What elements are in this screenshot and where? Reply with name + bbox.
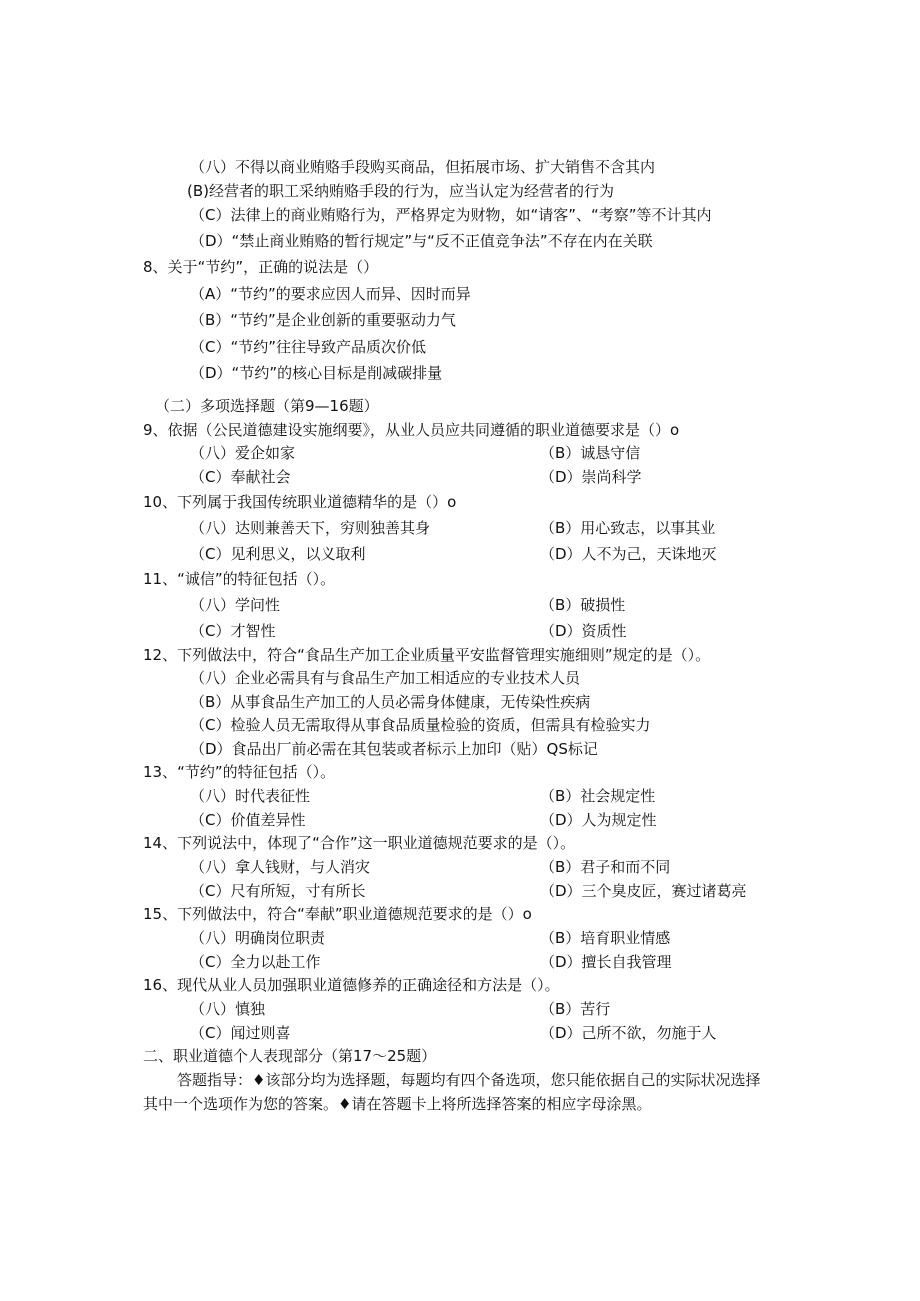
prev-option-c: （C）法律上的商业贿赂行为，严格界定为财物，如“请客”、“考察”等不计其内 (190, 206, 712, 224)
question-16-option-b: （B）苦行 (540, 1000, 611, 1018)
question-16-option-d: （D）己所不欲，勿施于人 (540, 1024, 717, 1042)
question-15-option-b: （B）培育职业情感 (540, 929, 671, 947)
question-13-option-c: （C）价值差异性 (190, 811, 306, 829)
question-9-option-b: （B）诚恳守信 (540, 444, 641, 462)
question-12-option-d: （D）食品出厂前必需在其包装或者标示上加印（贴）QS标记 (190, 740, 598, 758)
prev-option-b: (B)经营者的职工采纳贿赂手段的行为，应当认定为经营者的行为 (187, 182, 614, 200)
question-12-option-a: （八）企业必需具有与食品生产加工相适应的专业技术人员 (190, 669, 581, 687)
question-12-stem: 12、下列做法中，符合“食品生产加工企业质量平安监督管理实施细则”规定的是（）。 (143, 646, 711, 664)
prev-option-a: （八）不得以商业贿赂手段购买商品，但拓展市场、扩大销售不含其内 (190, 158, 656, 176)
question-8-option-a: （A）“节约”的要求应因人而异、因时而异 (190, 285, 471, 303)
question-16-option-c: （C）闻过则喜 (190, 1024, 291, 1042)
section-multiple-choice-title: （二）多项选择题（第9—16题） (155, 397, 379, 415)
instructions-line-2: 其中一个选项作为您的答案。♦请在答题卡上将所选择答案的相应字母涂黑。 (143, 1095, 652, 1113)
question-13-option-d: （D）人为规定性 (540, 811, 657, 829)
question-10-option-d: （D）人不为己，天诛地灭 (540, 545, 717, 563)
question-15-option-a: （八）明确岗位职责 (190, 929, 326, 947)
question-8-option-b: （B）“节约”是企业创新的重要驱动力气 (190, 311, 456, 329)
question-10-stem: 10、下列属于我国传统职业道德精华的是（）o (143, 493, 457, 511)
question-9-option-d: （D）崇尚科学 (540, 468, 642, 486)
question-10-option-b: （B）用心致志，以事其业 (540, 519, 716, 537)
question-14-option-c: （C）尺有所短，寸有所长 (190, 882, 366, 900)
question-14-option-d: （D）三个臭皮匠，赛过诸葛亮 (540, 882, 747, 900)
question-10-option-a: （八）达则兼善天下，穷则独善其身 (190, 519, 431, 537)
question-11-option-c: （C）才智性 (190, 622, 276, 640)
question-13-option-b: （B）社会规定性 (540, 787, 656, 805)
question-9-stem: 9、依据（公民道德建设实施纲要》，从业人员应共同遵循的职业道德要求是（）o (143, 421, 680, 439)
question-10-option-c: （C）见利思义，以义取利 (190, 545, 366, 563)
question-15-option-c: （C）全力以赴工作 (190, 953, 321, 971)
question-16-stem: 16、现代从业人员加强职业道德修养的正确途径和方法是（）。 (143, 976, 560, 994)
question-9-option-a: （八）爱企如家 (190, 444, 296, 462)
question-15-stem: 15、下列做法中，符合“奉献”职业道德规范要求的是（）o (143, 905, 532, 923)
question-11-option-a: （八）学问性 (190, 596, 281, 614)
question-14-option-a: （八）拿人钱财，与人消灾 (190, 858, 371, 876)
question-12-option-c: （C）检验人员无需取得从事食品质量检验的资质，但需具有检验实力 (190, 716, 651, 734)
question-11-option-d: （D）资质性 (540, 622, 627, 640)
prev-option-d: （D）“禁止商业贿赂的暂行规定”与“反不正值竞争法”不存在内在关联 (190, 232, 653, 250)
question-11-option-b: （B）破损性 (540, 596, 626, 614)
question-14-option-b: （B）君子和而不同 (540, 858, 671, 876)
question-13-stem: 13、“节约”的特征包括（）。 (143, 763, 336, 781)
question-8-option-d: （D）“节约”的核心目标是削减碳排量 (190, 364, 443, 382)
question-11-stem: 11、“诚信”的特征包括（）。 (143, 570, 336, 588)
question-8-stem: 8、关于“节约”，正确的说法是（） (143, 258, 379, 276)
instructions-line-1: 答题指导：♦该部分均为选择题，每题均有四个备选项，您只能依据自己的实际状况选择 (177, 1071, 761, 1089)
question-16-option-a: （八）慎独 (190, 1000, 266, 1018)
question-8-option-c: （C）“节约”往往导致产品质次价低 (190, 338, 427, 356)
question-15-option-d: （D）擅长自我管理 (540, 953, 672, 971)
question-13-option-a: （八）时代表征性 (190, 787, 311, 805)
question-14-stem: 14、下列说法中，体现了“合作”这一职业道德规范要求的是（）。 (143, 834, 576, 852)
question-12-option-b: （B）从事食品生产加工的人员必需身体健康，无传染性疾病 (190, 693, 591, 711)
part-two-title: 二、职业道德个人表现部分（第17〜25题） (143, 1047, 437, 1065)
question-9-option-c: （C）奉献社会 (190, 468, 291, 486)
